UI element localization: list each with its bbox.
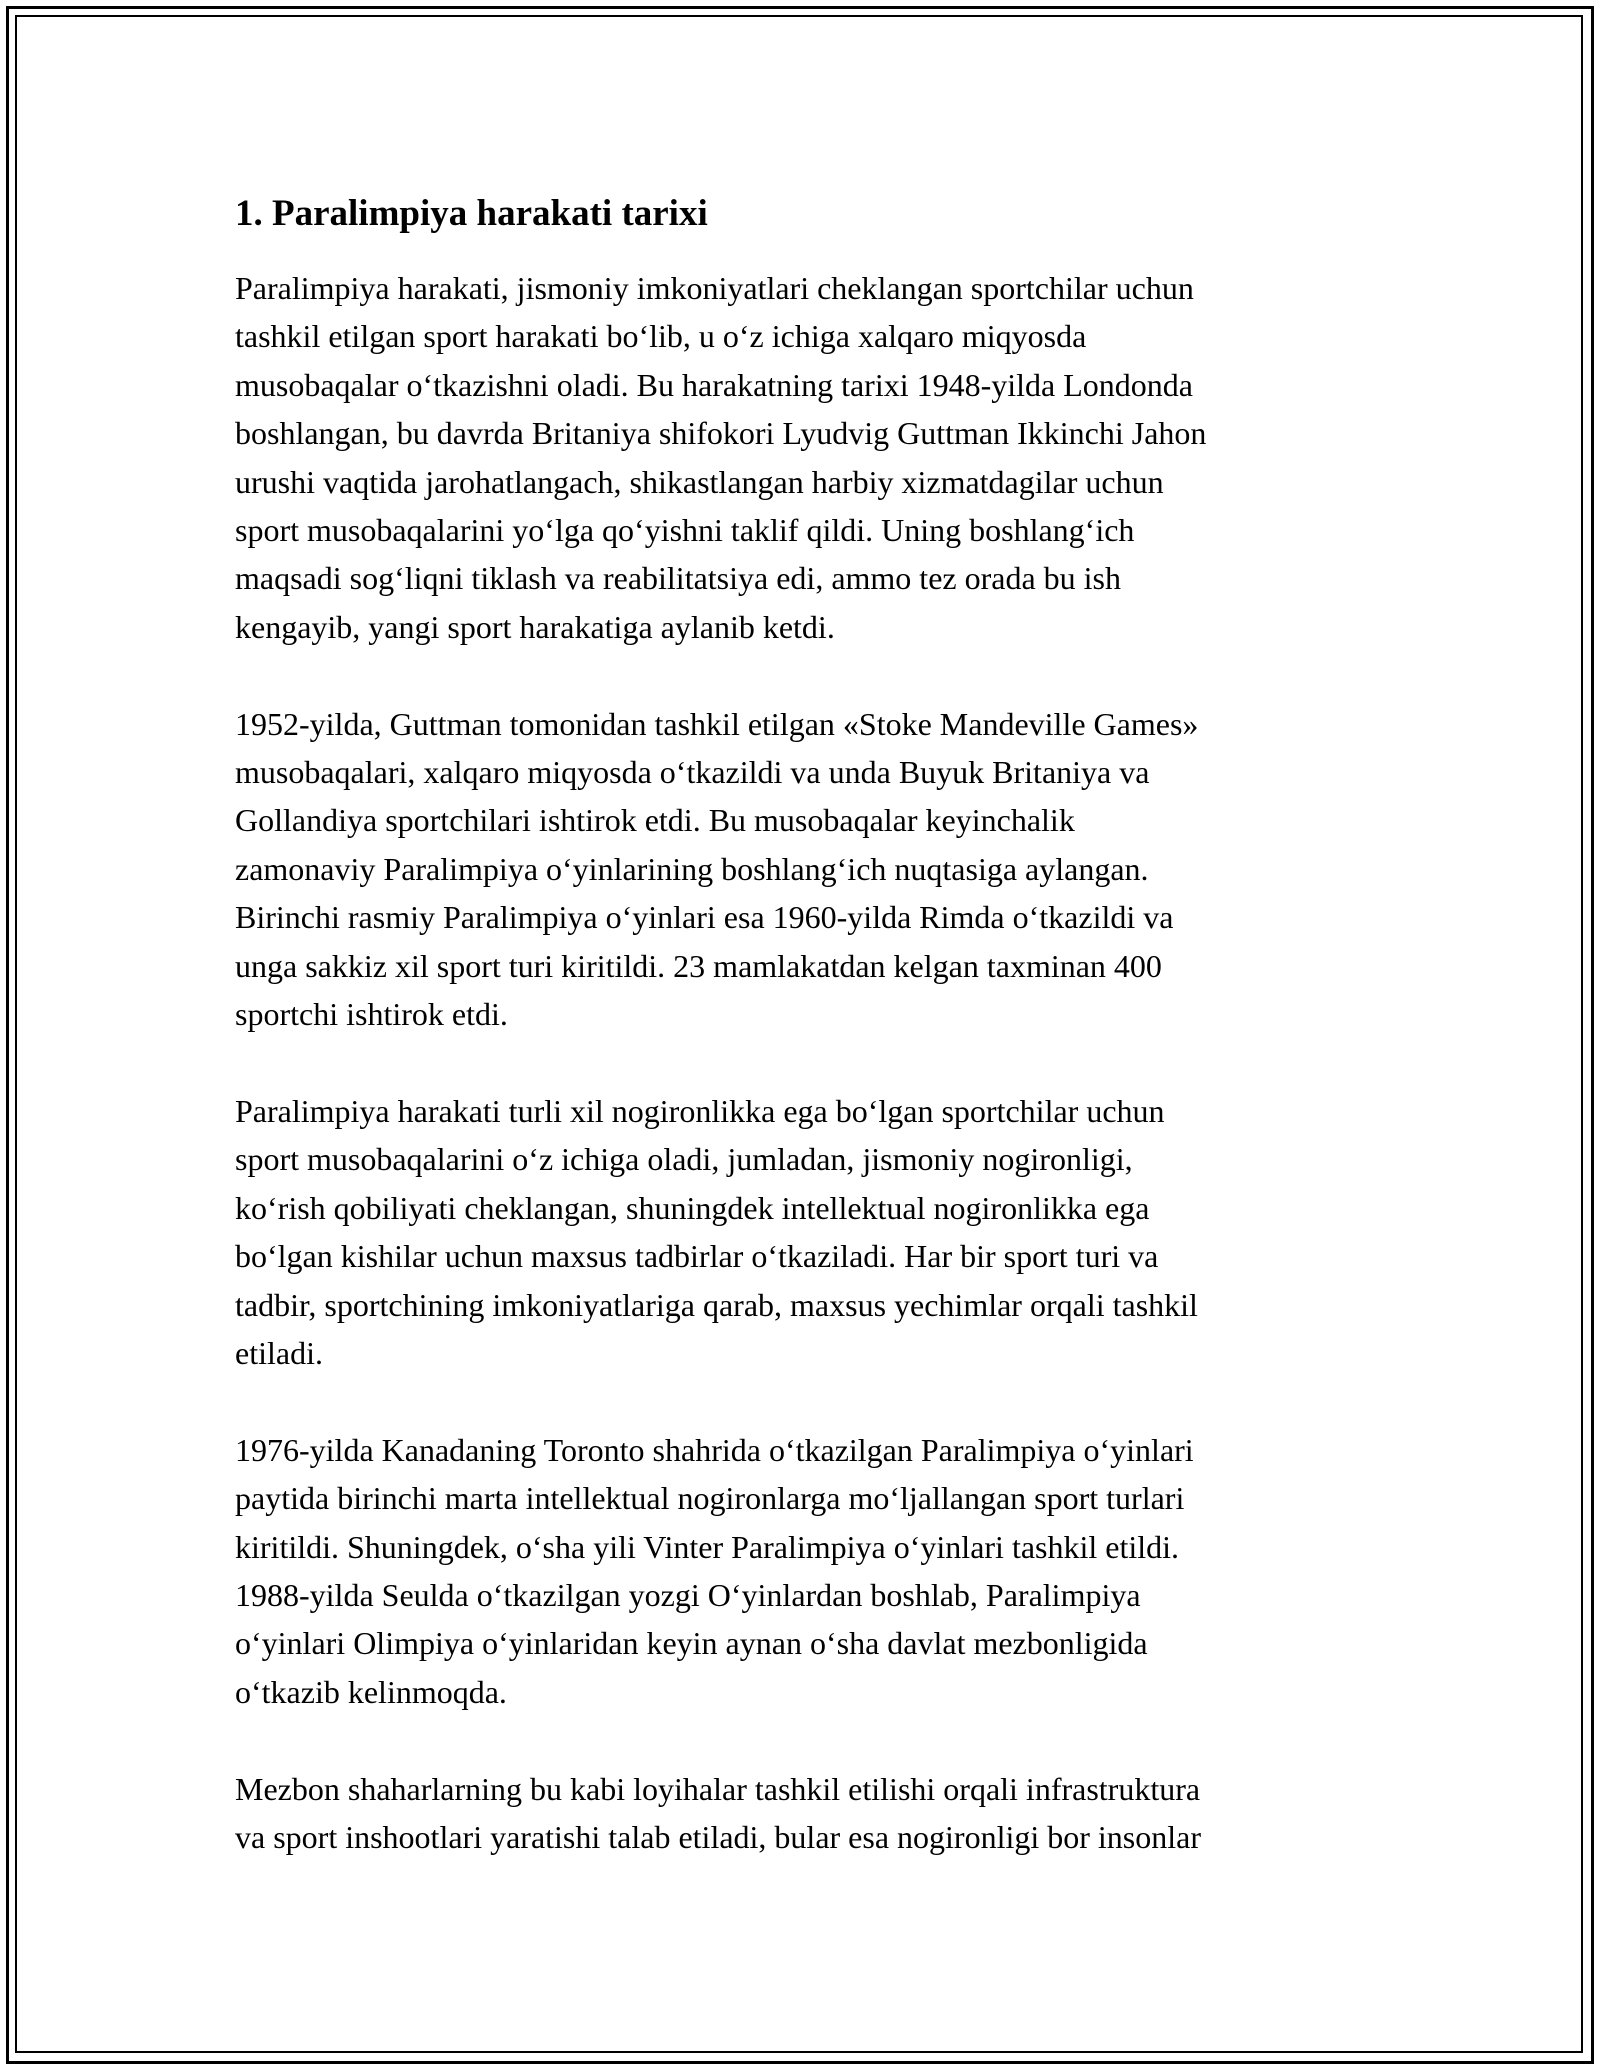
text-line: paytida birinchi marta intellektual nogironlarga mo‘ljallangan sport turlari [235,1480,1185,1517]
text-line: sport musobaqalarini yo‘lga qo‘yishni taklif qildi. Uning boshlang‘ich [235,512,1135,549]
section-heading: 1. Paralimpiya harakati tarixi [235,193,708,234]
text-line: 1976-yilda Kanadaning Toronto shahrida o‘tkazilgan Paralimpiya o‘yinlari [235,1431,1194,1468]
text-line: o‘yinlari Olimpiya o‘yinlaridan keyin aynan o‘sha davlat mezbonligida [235,1625,1148,1662]
text-line: bo‘lgan kishilar uchun maxsus tadbirlar o‘tkaziladi. Har bir sport turi va [235,1238,1159,1275]
text-line: ko‘rish qobiliyati cheklangan, shuningdek intellektual nogironlikka ega [235,1189,1150,1226]
text-line: Mezbon shaharlarning bu kabi loyihalar tashkil etilishi orqali infrastruktura [235,1770,1201,1807]
text-line: unga sakkiz xil sport turi kiritildi. 23 mamlakatdan kelgan taxminan 400 [235,947,1162,984]
text-line: 1988-yilda Seulda o‘tkazilgan yozgi O‘yinlardan boshlab, Paralimpiya [235,1576,1141,1613]
paragraph-3 [235,1087,1365,1377]
text-line: o‘tkazib kelinmoqda. [235,1673,507,1710]
document-body [235,190,1365,1910]
text-line: tadbir, sportchining imkoniyatlariga qarab, maxsus yechimlar orqali tashkil [235,1286,1198,1323]
text-line: musobaqalar o‘tkazishni oladi. Bu harakatning tarixi 1948-yilda Londonda [235,366,1193,403]
text-line: sport musobaqalarini o‘z ichiga oladi, jumladan, jismoniy nogironligi, [235,1141,1133,1178]
text-line: tashkil etilgan sport harakati bo‘lib, u o‘z ichiga xalqaro miqyosda [235,318,1087,355]
text-line: Gollandiya sportchilari ishtirok etdi. Bu musobaqalar keyinchalik [235,802,1075,839]
text-line: kiritildi. Shuningdek, o‘sha yili Vinter Paralimpiya o‘yinlari tashkil etildi. [235,1528,1180,1565]
text-line: Paralimpiya harakati, jismoniy imkoniyatlari cheklangan sportchilar uchun [235,270,1194,306]
text-line: sportchi ishtirok etdi. [235,996,508,1033]
text-line: zamonaviy Paralimpiya o‘yinlarining boshlang‘ich nuqtasiga aylangan. [235,850,1149,887]
text-line: Birinchi rasmiy Paralimpiya o‘yinlari esa 1960-yilda Rimda o‘tkazildi va [235,899,1174,936]
text-line: etiladi. [235,1334,323,1371]
paragraph-2 [235,700,1365,1039]
text-line: boshlangan, bu davrda Britaniya shifokori Lyudvig Guttman Ikkinchi Jahon [235,415,1207,452]
text-line: Paralimpiya harakati turli xil nogironlikka ega bo‘lgan sportchilar uchun [235,1092,1165,1129]
paragraph-1 [235,264,1365,651]
text-line: urushi vaqtida jarohatlangach, shikastlangan harbiy xizmatdagilar uchun [235,463,1164,500]
text-line: kengayib, yangi sport harakatiga aylanib ketdi. [235,608,835,645]
text-line: maqsadi sog‘liqni tiklash va reabilitatsiya edi, ammo tez orada bu ish [235,560,1121,597]
text-line: 1952-yilda, Guttman tomonidan tashkil etilgan «Stoke Mandeville Games» [235,705,1199,742]
text-line: va sport inshootlari yaratishi talab etiladi, bular esa nogironligi bor insonlar [235,1818,1201,1855]
paragraph-4 [235,1426,1365,1716]
text-line: musobaqalari, xalqaro miqyosda o‘tkazildi va unda Buyuk Britaniya va [235,754,1150,791]
paragraph-5 [235,1765,1365,1862]
